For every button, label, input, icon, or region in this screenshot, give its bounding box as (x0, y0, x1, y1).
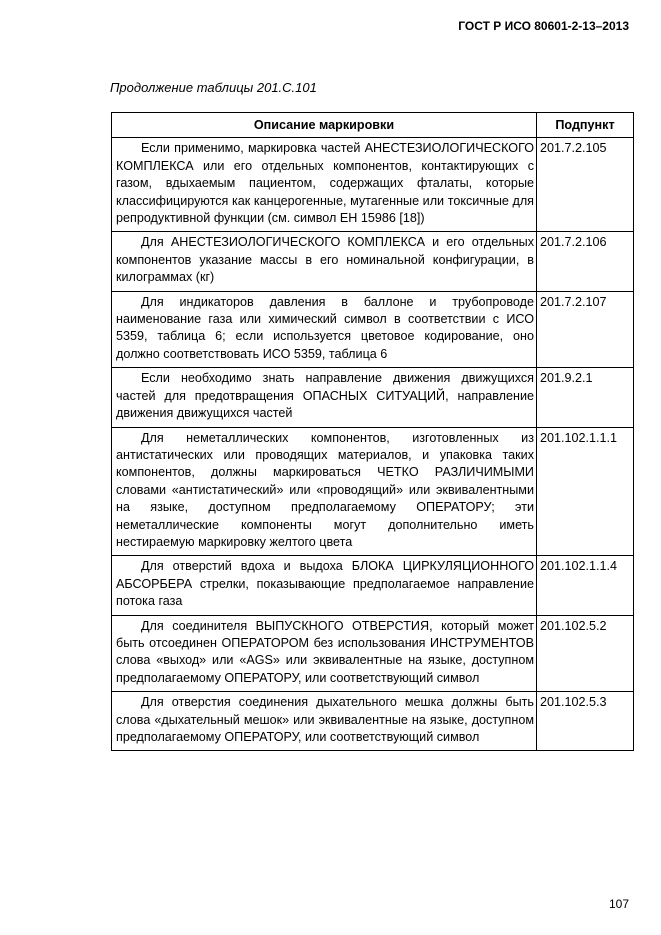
table-row (112, 368, 634, 427)
marking-table (111, 112, 634, 751)
table-row (112, 556, 634, 615)
column-header-description: Описание маркировки (112, 113, 537, 138)
row-subclause: 201.7.2.105 (537, 138, 634, 232)
row-description: Если применимо, маркировка частей АНЕСТЕЗИОЛОГИЧЕСКОГО КОМПЛЕКСА или его отдельных компонентов, контактирующих с газом, вдыхаемым пациентом, содержащих фталаты, которые классифицируются как канцерогенные, мутагенные или токсичные для репродуктивной функции (см. символ ЕН 15986 [18]) (112, 138, 537, 232)
row-description: Если необходимо знать направление движения движущихся частей для предотвращения ОПАСНЫХ СИТУАЦИЙ, направление движения движущихся частей (112, 368, 537, 427)
column-header-subclause: Подпункт (537, 113, 634, 138)
row-description: Для неметаллических компонентов, изготовленных из антистатических или проводящих материалов, и упаковка таких компонентов, должны маркироваться ЧЕТКО РАЗЛИЧИМЫМИ словами «антистатический» или «проводящий» или эквивалентными на языке, доступном предполагаемому ОПЕРАТОРУ; эти неметаллические компоненты могут дополнительно иметь нестираемую маркировку желтого цвета (112, 427, 537, 556)
table-row (112, 427, 634, 556)
row-subclause: 201.9.2.1 (537, 368, 634, 427)
table-row (112, 138, 634, 232)
table-row (112, 291, 634, 368)
table-row (112, 615, 634, 692)
row-subclause: 201.7.2.106 (537, 232, 634, 291)
row-subclause: 201.102.5.3 (537, 692, 634, 751)
row-subclause: 201.102.1.1.4 (537, 556, 634, 615)
table-caption: Продолжение таблицы 201.C.101 (110, 80, 317, 95)
row-description: Для АНЕСТЕЗИОЛОГИЧЕСКОГО КОМПЛЕКСА и его отдельных компонентов указание массы в его номинальной конфигурации, в килограммах (кг) (112, 232, 537, 291)
row-subclause: 201.102.1.1.1 (537, 427, 634, 556)
table-row (112, 232, 634, 291)
row-subclause: 201.102.5.2 (537, 615, 634, 692)
document-code-header: ГОСТ Р ИСО 80601-2-13–2013 (458, 19, 629, 33)
table-header-row (112, 113, 634, 138)
row-subclause: 201.7.2.107 (537, 291, 634, 368)
page-number: 107 (608, 897, 629, 911)
row-description: Для отверстия соединения дыхательного мешка должны быть слова «дыхательный мешок» или эквивалентные на языке, доступном предполагаемому ОПЕРАТОРУ, или соответствующий символ (112, 692, 537, 751)
row-description: Для отверстий вдоха и выдоха БЛОКА ЦИРКУЛЯЦИОННОГО АБСОРБЕРА стрелки, показывающие предполагаемое направление потока газа (112, 556, 537, 615)
table-row (112, 692, 634, 751)
row-description: Для соединителя ВЫПУСКНОГО ОТВЕРСТИЯ, который может быть отсоединен ОПЕРАТОРОМ без использования ИНСТРУМЕНТОВ слова «выход» или «AGS» или эквивалентные на языке, доступном предполагаемому ОПЕРАТОРУ, или соответствующий символ (112, 615, 537, 692)
row-description: Для индикаторов давления в баллоне и трубопроводе наименование газа или химический символ в соответствии с ИСО 5359, таблица 6; если используется цветовое кодирование, оно должно соответствовать ИСО 5359, таблица 6 (112, 291, 537, 368)
